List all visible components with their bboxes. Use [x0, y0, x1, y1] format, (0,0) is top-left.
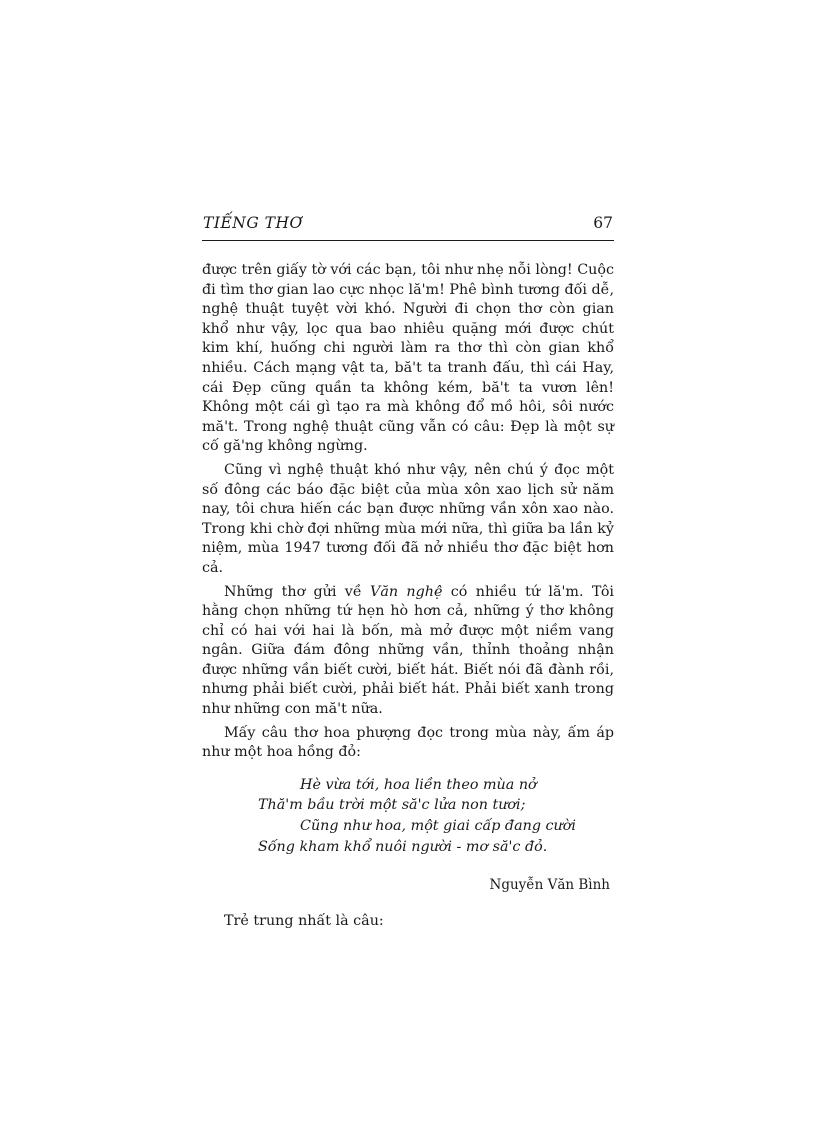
header-rule	[202, 240, 614, 241]
book-page	[202, 214, 614, 946]
poem-author: Nguyễn Văn Bình	[489, 877, 610, 894]
paragraph-3-lead: Những thơ gửi về	[224, 583, 371, 600]
paragraph-4: Mấy câu thơ hoa phượng đọc trong mùa này, ấm áp như một hoa hồng đỏ:	[202, 724, 614, 761]
running-title: TIẾNG THƠ	[203, 214, 303, 232]
running-header	[202, 214, 614, 240]
page-number: 67	[593, 214, 613, 232]
body-text	[202, 261, 614, 763]
poem-line: Hè vừa tới, hoa liền theo mùa nở	[300, 776, 537, 793]
paragraph-3	[202, 583, 614, 720]
poem-line: Sống kham khổ nuôi người - mơ să'c đỏ.	[258, 838, 548, 855]
poem-line: Cũng như hoa, một giai cấp đang cười	[300, 818, 576, 835]
poem	[202, 775, 614, 857]
magazine-title: Văn nghệ	[370, 583, 443, 600]
paragraph-2: Cũng vì nghệ thuật khó như vậy, nên chú ý đọc một số đông các báo đặc biệt của mùa xôn xao lịch sử năm nay, tôi chưa hiến các bạn được những vần xôn xao nào. Trong khi chờ đợi những mùa mới nữa, thì giữa ba lần kỷ niệm, mùa 1947 tương đối đã nở nhiều thơ đặc biệt hơn cả.	[202, 461, 614, 576]
poem-line: Thă'm bầu trời một să'c lửa non tươi;	[258, 797, 526, 814]
paragraph-3-rest: có nhiều tứ lă'm. Tôi hằng chọn những tứ hẹn hò hơn cả, những ý thơ không chỉ có hai với hai là bốn, mà mở được một niềm vang ngân. Giữa đám đông những vần, thỉnh thoảng nhận được những vần biết cười, biết hát. Biết nói đã đành rồi, nhưng phải biết cười, phải biết hát. Phải biết xanh trong như những con mă't nữa.	[202, 583, 614, 718]
closing-line: Trẻ trung nhất là câu:	[224, 913, 384, 930]
paragraph-1: được trên giấy tờ với các bạn, tôi như nhẹ nỗi lòng! Cuộc đi tìm thơ gian lao cực nhọc lă'm! Phê bình tương đối dễ, nghệ thuật tuyệt vời khó. Người đi chọn thơ còn gian khổ như vậy, lọc qua bao nhiêu quặng mới được chút kim khí, huống chi người làm ra thơ thì còn gian khổ nhiều. Cách mạng vật ta, bă't ta tranh đấu, thì cái Hay, cái Đẹp cũng quần ta không kém, bă't ta vươn lên! Không một cái gì tạo ra mà không đổ mồ hôi, sôi nước mă't. Trong nghệ thuật cũng vẫn có câu: Đẹp là một sự cố gă'ng không ngừng.	[202, 262, 614, 455]
